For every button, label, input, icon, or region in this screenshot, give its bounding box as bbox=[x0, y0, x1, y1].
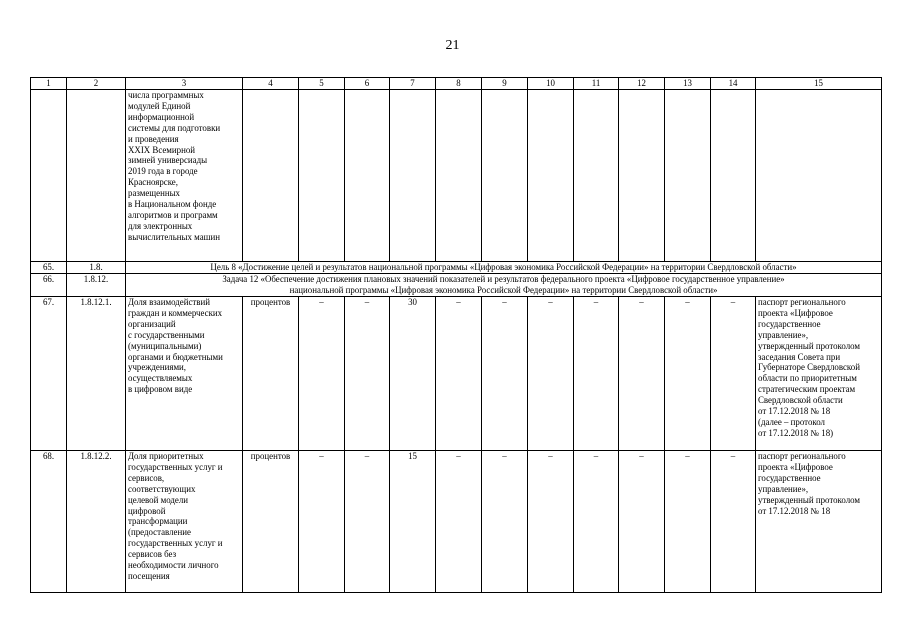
indicator-name: числа программных модулей Единой информационной системы для подготовки и проведения XXIX Всемирной зимней универсиады 2019 года в городе Красноярске, размещенных в Национальном фонде алгоритмов и программ для электронных вычислительных машин bbox=[126, 90, 243, 262]
unit-cell: процентов bbox=[243, 297, 299, 451]
value-cell: – bbox=[528, 451, 574, 593]
source-cell: паспорт регионального проекта «Цифровое государственное управление», утвержденный протоколом от 17.12.2018 № 18 bbox=[756, 451, 882, 593]
unit-cell: процентов bbox=[243, 451, 299, 593]
table-row-task bbox=[31, 274, 882, 297]
value-cell: – bbox=[619, 297, 665, 451]
header-cell: 13 bbox=[665, 78, 711, 90]
value-cell: – bbox=[345, 451, 390, 593]
value-cell: – bbox=[299, 297, 345, 451]
header-row bbox=[31, 78, 882, 90]
value-cell: – bbox=[436, 451, 482, 593]
value-cell: – bbox=[482, 451, 528, 593]
value-cell: – bbox=[665, 451, 711, 593]
row-code: 1.8. bbox=[67, 262, 126, 274]
value-cell: – bbox=[436, 297, 482, 451]
header-cell: 12 bbox=[619, 78, 665, 90]
task-title: Задача 12 «Обеспечение достижения плановых значений показателей и результатов федерального проекта «Цифровое государственное управление» национальной программы «Цифровая экономика Российской Федерации» на территории Свердловской области» bbox=[126, 274, 882, 297]
header-cell: 4 bbox=[243, 78, 299, 90]
indicator-name: Доля взаимодействий граждан и коммерческих организаций с государственными (муниципальными) органами и бюджетными учреждениями, осуществляемых в цифровом виде bbox=[126, 297, 243, 451]
value-cell: – bbox=[345, 297, 390, 451]
header-cell: 2 bbox=[67, 78, 126, 90]
value-cell: – bbox=[482, 297, 528, 451]
header-cell: 7 bbox=[390, 78, 436, 90]
goal-title: Цель 8 «Достижение целей и результатов национальной программы «Цифровая экономика Российской Федерации» на территории Свердловской области» bbox=[126, 262, 882, 274]
header-cell: 6 bbox=[345, 78, 390, 90]
page-number: 21 bbox=[445, 38, 460, 53]
value-cell: – bbox=[665, 297, 711, 451]
indicator-name: Доля приоритетных государственных услуг и сервисов, соответствующих целевой модели цифровой трансформации (предоставление государственных услуг и сервисов без необходимости личного посещения bbox=[126, 451, 243, 593]
value-cell: – bbox=[299, 451, 345, 593]
row-code: 1.8.12.2. bbox=[67, 451, 126, 593]
row-number: 67. bbox=[31, 297, 67, 451]
value-cell: – bbox=[619, 451, 665, 593]
value-cell: – bbox=[711, 297, 756, 451]
header-cell: 15 bbox=[756, 78, 882, 90]
header-cell: 9 bbox=[482, 78, 528, 90]
header-cell: 14 bbox=[711, 78, 756, 90]
value-cell: 15 bbox=[390, 451, 436, 593]
value-cell: – bbox=[574, 451, 619, 593]
value-cell: 30 bbox=[390, 297, 436, 451]
source-cell: паспорт регионального проекта «Цифровое государственное управление», утвержденный протоколом заседания Совета при Губернаторе Свердловской области по приоритетным стратегическим проектам Свердловской области от 17.12.2018 № 18 (далее – протокол от 17.12.2018 № 18) bbox=[756, 297, 882, 451]
indicators-table bbox=[30, 77, 882, 593]
header-cell: 3 bbox=[126, 78, 243, 90]
row-code: 1.8.12.1. bbox=[67, 297, 126, 451]
table-row-continuation bbox=[31, 90, 882, 262]
header-cell: 10 bbox=[528, 78, 574, 90]
header-cell: 1 bbox=[31, 78, 67, 90]
value-cell: – bbox=[528, 297, 574, 451]
header-cell: 11 bbox=[574, 78, 619, 90]
table-row-indicator bbox=[31, 297, 882, 451]
value-cell: – bbox=[711, 451, 756, 593]
header-cell: 8 bbox=[436, 78, 482, 90]
row-number: 66. bbox=[31, 274, 67, 297]
row-code: 1.8.12. bbox=[67, 274, 126, 297]
table-row-goal bbox=[31, 262, 882, 274]
header-cell: 5 bbox=[299, 78, 345, 90]
table-row-indicator bbox=[31, 451, 882, 593]
value-cell: – bbox=[574, 297, 619, 451]
row-number: 68. bbox=[31, 451, 67, 593]
row-number: 65. bbox=[31, 262, 67, 274]
